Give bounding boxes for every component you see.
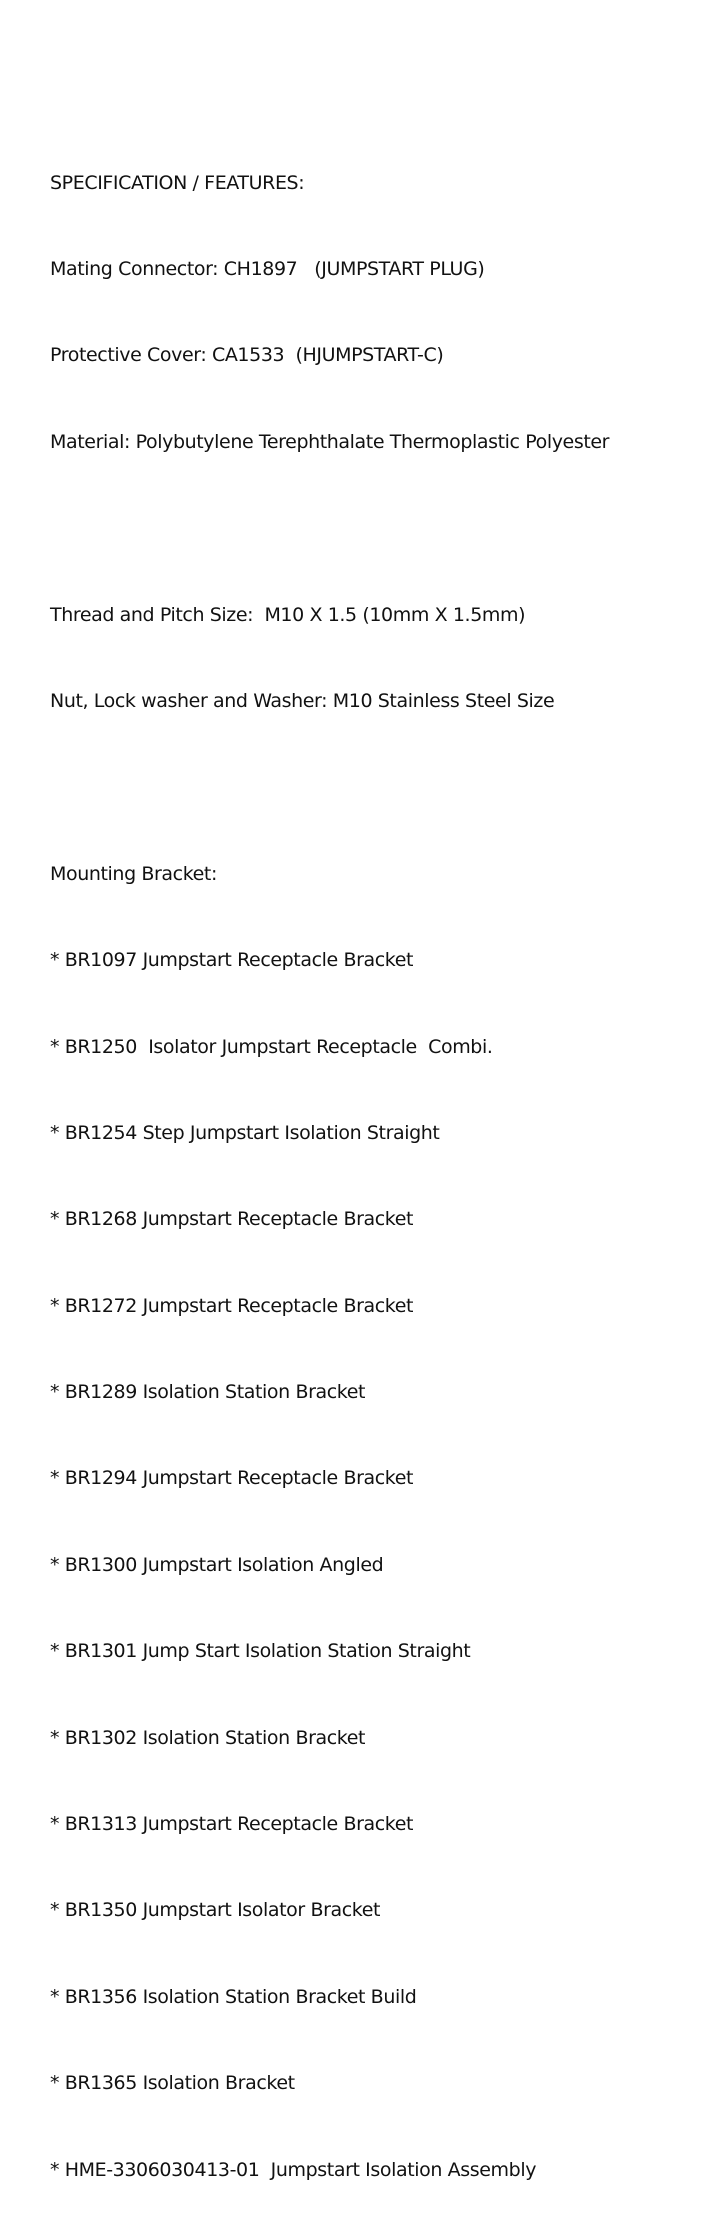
mating-connector-line: Mating Connector: CH1897 (JUMPSTART PLUG) [50,257,485,280]
bracket-item: * BR1289 Isolation Station Bracket [50,1381,366,1404]
bracket-item: * BR1250 Isolator Jumpstart Receptacle Combi. [50,1035,493,1058]
bracket-item: * BR1272 Jumpstart Receptacle Bracket [50,1294,414,1317]
bracket-item: * HME-3306030413-01 Jumpstart Isolation Assembly [50,2158,537,2181]
bracket-item: * BR1097 Jumpstart Receptacle Bracket [50,949,414,972]
thread-pitch-line: Thread and Pitch Size: M10 X 1.5 (10mm X 1.5mm) [50,603,526,626]
spec-heading: SPECIFICATION / FEATURES: [50,171,305,194]
bracket-item: * BR1294 Jumpstart Receptacle Bracket [50,1467,414,1490]
spacer [50,514,710,543]
bracket-item: * BR1365 Isolation Bracket [50,2072,295,2095]
nut-washer-line: Nut, Lock washer and Washer: M10 Stainless Steel Size [50,689,555,712]
specification-document [50,111,710,2213]
bracket-item: * BR1356 Isolation Station Bracket Build [50,1985,417,2008]
protective-cover-line: Protective Cover: CA1533 (HJUMPSTART-C) [50,344,444,367]
brackets-heading: Mounting Bracket: [50,862,217,885]
spacer [50,773,710,802]
bracket-item: * BR1254 Step Jumpstart Isolation Straight [50,1121,440,1144]
material-line: Material: Polybutylene Terephthalate Thermoplastic Polyester [50,430,610,453]
bracket-item: * BR1300 Jumpstart Isolation Angled [50,1553,384,1576]
bracket-item: * BR1268 Jumpstart Receptacle Bracket [50,1208,414,1231]
bracket-item: * BR1350 Jumpstart Isolator Bracket [50,1899,381,1922]
bracket-item: * BR1302 Isolation Station Bracket [50,1726,366,1749]
bracket-item: * BR1313 Jumpstart Receptacle Bracket [50,1813,414,1836]
bracket-item: * BR1301 Jump Start Isolation Station Straight [50,1640,471,1663]
